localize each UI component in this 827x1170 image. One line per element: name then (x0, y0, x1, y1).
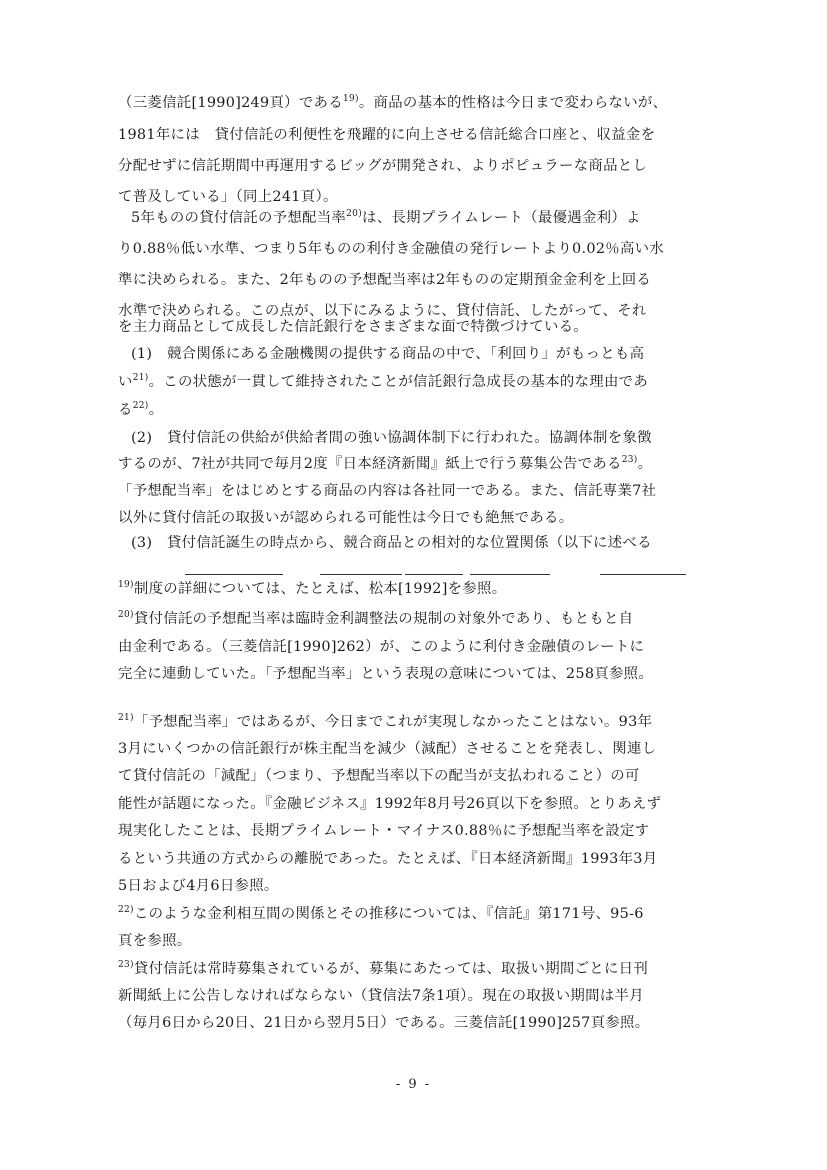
body-line: 準に決められる。また、2年ものの予想配当率は2年ものの定期預金金利を上回る (118, 272, 652, 288)
footnote-20-line: 完全に連動していた。「予想配当率」という表現の意味については、258頁参照。 (118, 666, 654, 682)
footnote-number: 19) (118, 580, 134, 591)
footnote-ref: 22) (132, 401, 149, 412)
footnote-21-line: 現実化したことは、長期プライムレート・マイナス0.88％に予想配当率を設定す (118, 823, 650, 839)
footnote-21-line: 能性が話題になった。『金融ビジネス』1992年8月号26頁以下を参照。とりあえず (118, 796, 662, 812)
footnote-20: $^{20)}$貸付信託の予想配当率は臨時金利調整法の規制の対象外であり、もともと自 (118, 610, 634, 627)
body-line: 5年ものの貸付信託の予想配当率$^{20)}$は、長期プライムレート（最優遇金利）よ (131, 209, 641, 226)
body-line: 「予想配当率」をはじめとする商品の内容は各社同一である。また、信託専業7社 (118, 483, 657, 499)
footnote-number: 20) (118, 610, 134, 621)
footnote-23: $^{23)}$貸付信託は常時募集されているが、募集にあたっては、取扱い期間ごとに日刊 (118, 960, 649, 977)
body-line: (3) 貸付信託誕生の時点から、競合商品との相対的な位置関係（以下に述べる (131, 535, 652, 551)
body-line: 水準で決められる。この点が、以下にみるように、貸付信託、したがって、それ (118, 303, 647, 319)
body-line: （三菱信託[1990]249頁）である$^{19)}$。商品の基本的性格は今日まで変わらないが、 (118, 94, 668, 111)
body-line: (1) 競合関係にある金融機関の提供する商品の中で、「利回り」がもっとも高 (131, 346, 645, 362)
body-line: い$^{21)}$。この状態が一貫して維持されたことが信託銀行急成長の基本的な理由であ (118, 373, 649, 390)
body-line: (2) 貸付信託の供給が供給者間の強い協調体制下に行われた。協調体制を象徴 (131, 430, 652, 446)
footnote-ref: 20) (346, 209, 363, 220)
body-line: 分配せずに信託期間中再運用するビッグが開発され、よりポピュラーな商品とし (118, 158, 648, 174)
footnote-21-line: て貸付信託の「減配」（つまり、予想配当率以下の配当が支払われること）の可 (118, 768, 640, 784)
footnote-number: 22) (118, 905, 134, 916)
footnote-21-line: 5日および4月6日参照。 (118, 878, 279, 894)
footnote-ref: 21) (132, 373, 149, 384)
page-number: - 9 - (395, 1077, 432, 1092)
footnote-22: $^{22)}$このような金利相互間の関係とその推移については、『信託』第171号、95-6 (118, 905, 644, 922)
footnote-number: 21) (118, 713, 134, 724)
footnote-23-line: （毎月6日から20日、21日から翌月5日）である。三菱信託[1990]257頁参照。 (118, 1015, 650, 1031)
footnote-23-line: 新聞紙上に公告しなければならない（貸信法7条1項）。現在の取扱い期間は半月 (118, 988, 644, 1004)
body-line: て普及している」（同上241頁）。 (118, 189, 338, 205)
footnote-20-line: 由金利である。（三菱信託[1990]262）が、このように利付き金融債のレートに (118, 639, 645, 655)
body-line: 以外に貸付信託の取扱いが認められる可能性は今日でも絶無である。 (118, 510, 574, 526)
footnote-21: $^{21)}$「予想配当率」ではあるが、今日までこれが実現しなかったことはない。93年 (118, 713, 653, 730)
footnote-21-line: るという共通の方式からの離脱であった。たとえば、『日本経済新聞』1993年3月 (118, 851, 658, 867)
footnote-22-line: 頁を参照。 (118, 933, 192, 949)
body-line: り0.88％低い水準、つまり5年ものの利付き金融債の発行レートより0.02％高い水 (118, 241, 665, 257)
body-line: するのが、7社が共同で毎月2度『日本経済新聞』紙上で行う募集公告である$^{23)}$。 (118, 455, 653, 472)
footnote-19: $^{19)}$制度の詳細については、たとえば、松本[1992]を参照。 (118, 580, 507, 597)
footnote-21-line: 3月にいくつかの信託銀行が株主配当を減少（減配）させることを発表し、関連し (118, 741, 657, 757)
footnote-number: 23) (118, 960, 134, 971)
body-line: を主力商品として成長した信託銀行をさまざまな面で特徴づけている。 (118, 319, 589, 335)
footnote-ref: 19) (342, 94, 359, 105)
footnote-ref: 23) (621, 455, 638, 466)
body-line: る$^{22)}$。 (118, 401, 164, 418)
body-line: 1981年には 貸付信託の利便性を飛躍的に向上させる信託総合口座と、収益金を (118, 127, 656, 143)
